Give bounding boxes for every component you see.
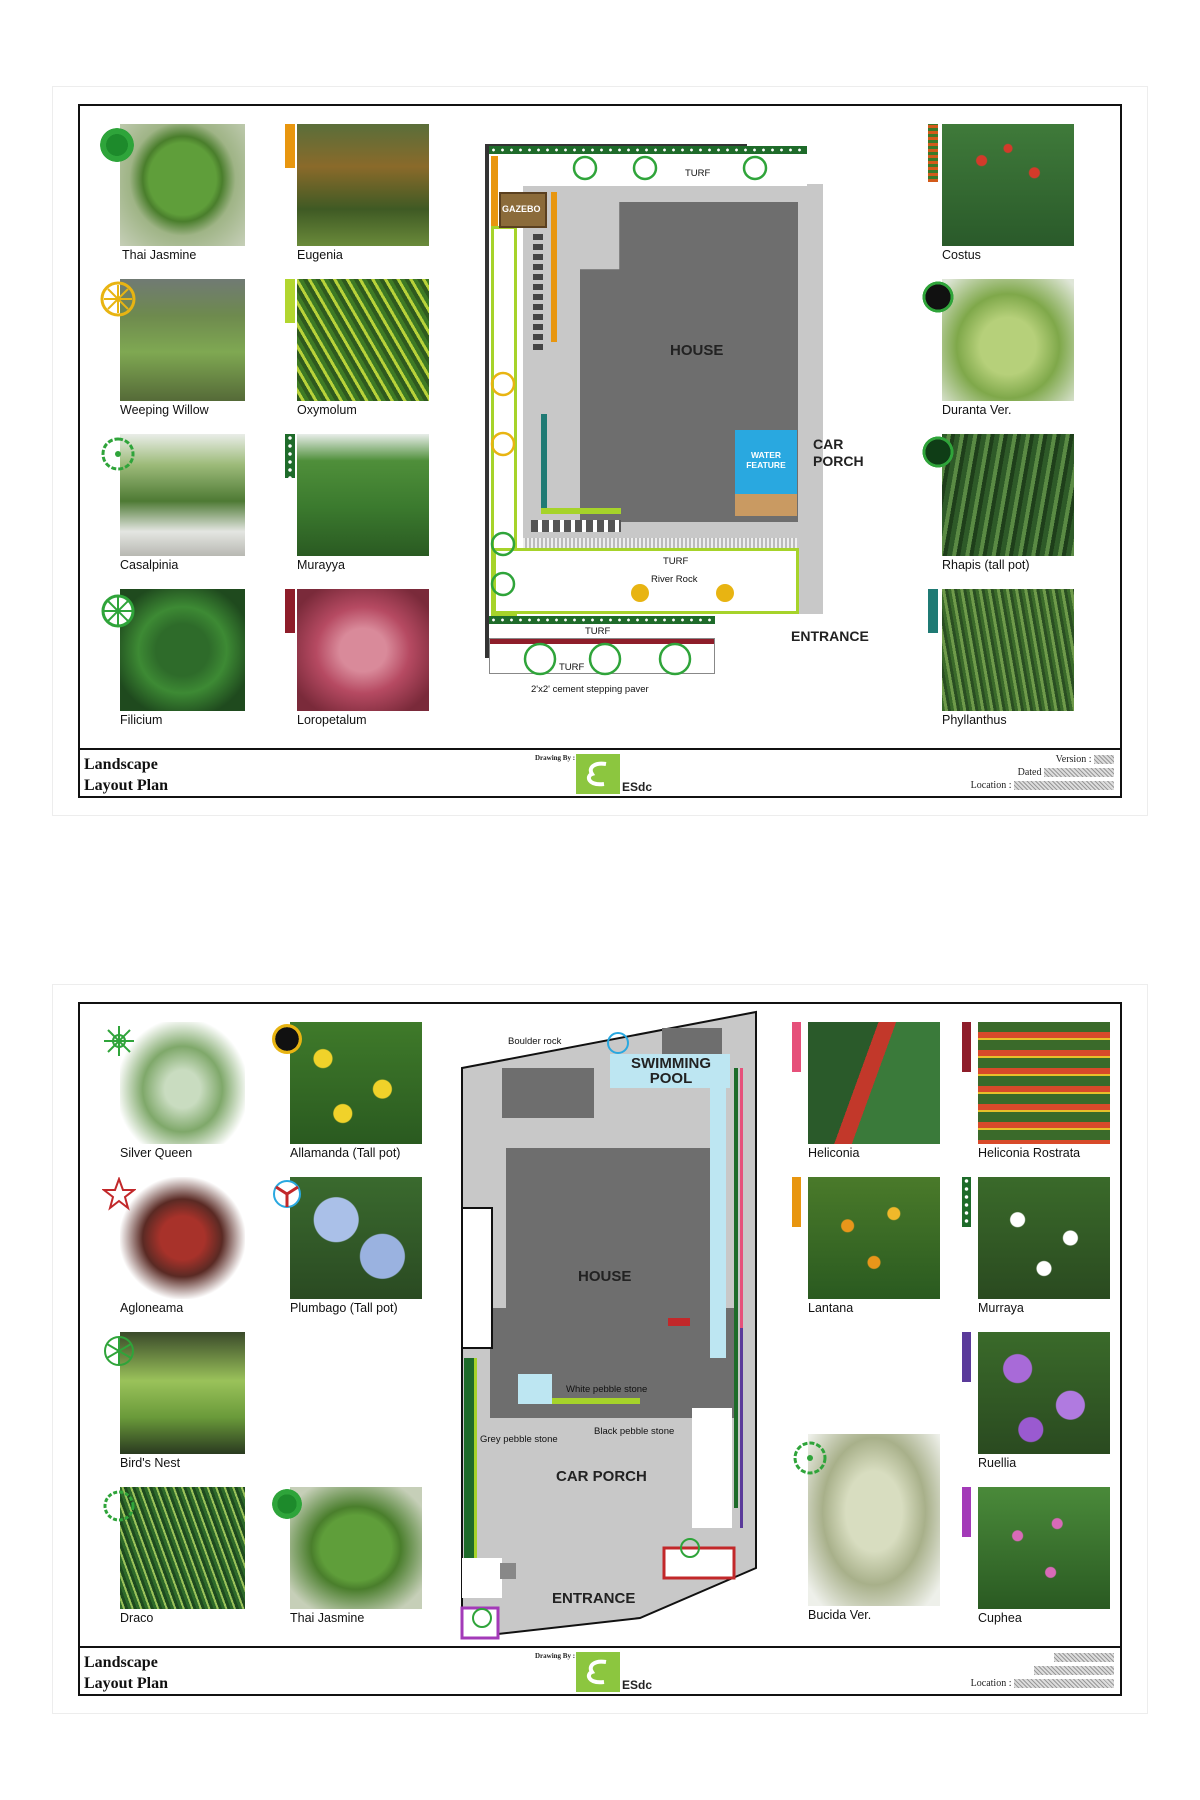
plant-allamanda — [290, 1022, 422, 1162]
tree-symbols — [485, 144, 905, 704]
site-plan — [485, 144, 905, 695]
costus-bar-icon — [928, 124, 938, 182]
maroon-bar-icon — [285, 589, 295, 633]
pink-bar-icon — [792, 1022, 801, 1072]
asterisk-icon — [102, 1334, 136, 1368]
esdc-logo — [576, 754, 620, 794]
title-line-2: Layout Plan — [84, 777, 169, 794]
tree-outline-icon — [100, 436, 136, 472]
plant-phyllanthus — [942, 589, 1074, 729]
title-block-title — [84, 754, 168, 796]
drawing-by-label: Drawing By : — [535, 1652, 576, 1660]
boulder-rock-label: Boulder rock — [508, 1036, 562, 1047]
river-rock-label: River Rock — [651, 574, 698, 585]
plant-cuphea — [978, 1487, 1110, 1627]
plant-photo — [942, 124, 1074, 246]
plant-photo — [978, 1022, 1110, 1144]
plant-label: Allamanda (Tall pot) — [290, 1146, 401, 1160]
title-line-1: Landscape — [84, 1654, 158, 1671]
plant-label: Phyllanthus — [942, 713, 1007, 727]
plant-label: Bird's Nest — [120, 1456, 181, 1470]
plant-weeping-willow — [120, 279, 245, 419]
black-pebble-label: Black pebble stone — [594, 1426, 675, 1437]
burst-icon — [102, 1489, 136, 1523]
title-block-title — [84, 1652, 168, 1694]
plant-label: Agloneama — [120, 1301, 184, 1315]
yellow-black-icon — [272, 1024, 302, 1054]
plant-photo — [120, 279, 245, 401]
plant-label: Weeping Willow — [120, 403, 209, 417]
plant-heliconia-rostrata — [978, 1022, 1110, 1162]
plant-duranta — [942, 279, 1074, 419]
turf-bottom1-label: TURF — [585, 626, 611, 637]
title-block-2 — [80, 1646, 1120, 1694]
plant-casalpinia — [120, 434, 245, 574]
drawing-by-label: Drawing By : — [535, 754, 576, 762]
location-label: Location : — [970, 1678, 1012, 1689]
white-pebble-label: White pebble stone — [566, 1384, 648, 1395]
plant-label: Plumbago (Tall pot) — [290, 1301, 398, 1315]
plant-label: Thai Jasmine — [122, 248, 197, 262]
plant-photo — [297, 279, 429, 401]
plant-label: Duranta Ver. — [942, 403, 1012, 417]
swimming-pool-label: SWIMMING POOL — [631, 1055, 711, 1087]
dotted-green-bar-icon — [962, 1177, 971, 1227]
dotted-green-bar-icon — [285, 434, 295, 478]
plant-photo — [290, 1177, 422, 1299]
plant-label: Eugenia — [297, 248, 343, 262]
grey-pebble-label-2: Grey pebble stone — [480, 1434, 558, 1445]
plant-photo — [120, 1487, 245, 1609]
plant-lantana — [808, 1177, 940, 1317]
plant-label: Murayya — [297, 558, 345, 572]
plant-label: Casalpinia — [120, 558, 179, 572]
plant-photo — [120, 589, 245, 711]
plant-photo — [978, 1177, 1110, 1299]
brand-label: ESdc — [622, 1678, 653, 1692]
plant-agloneama — [120, 1177, 245, 1317]
star-outline-icon — [102, 1024, 136, 1058]
plant-rhapis — [942, 434, 1074, 574]
plant-silver-queen — [120, 1022, 245, 1162]
plant-draco — [120, 1487, 245, 1627]
plant-photo — [978, 1332, 1110, 1454]
turf-top-label: TURF — [685, 168, 711, 179]
car-porch-label-2: CAR PORCH — [556, 1468, 647, 1485]
plant-photo — [120, 434, 245, 556]
plant-thai-jasmine-2 — [290, 1487, 422, 1627]
plant-photo — [942, 589, 1074, 711]
plant-murraya — [978, 1177, 1110, 1317]
plant-birds-nest — [120, 1332, 245, 1472]
teal-bar-icon — [928, 589, 938, 633]
dated-row-blur — [1034, 1665, 1114, 1676]
plant-costus — [942, 124, 1074, 264]
orange-bar-icon — [285, 124, 295, 168]
plant-photo — [297, 589, 429, 711]
lime-bar-icon — [285, 279, 295, 323]
plant-photo — [978, 1487, 1110, 1609]
plant-label: Lantana — [808, 1301, 854, 1315]
red-star-icon — [102, 1177, 136, 1211]
plant-label: Draco — [120, 1611, 154, 1625]
title-line-2: Layout Plan — [84, 1675, 169, 1692]
title-line-1: Landscape — [84, 756, 158, 773]
entrance-label: ENTRANCE — [791, 628, 869, 644]
gazebo-label: GAZEBO — [502, 204, 541, 214]
plant-label: Murraya — [978, 1301, 1024, 1315]
willow-icon — [100, 281, 136, 317]
entrance-label-2: ENTRANCE — [552, 1590, 636, 1607]
plant-thai-jasmine — [120, 124, 245, 264]
paver-label: 2'x2' cement stepping paver — [531, 684, 649, 695]
plant-heliconia — [808, 1022, 940, 1162]
round-shrub-icon — [100, 128, 134, 162]
plant-label: Heliconia Rostrata — [978, 1146, 1081, 1160]
plant-eugenia — [297, 124, 429, 264]
house-label-2: HOUSE — [578, 1268, 632, 1285]
plant-photo — [290, 1022, 422, 1144]
plant-label: Ruellia — [978, 1456, 1017, 1470]
round-shrub-icon — [272, 1489, 302, 1519]
plant-label: Loropetalum — [297, 713, 367, 727]
plant-label: Thai Jasmine — [290, 1611, 365, 1625]
plant-label: Costus — [942, 248, 981, 262]
plant-filicium — [120, 589, 245, 729]
plant-loropetalum — [297, 589, 429, 729]
plant-murayya — [297, 434, 429, 574]
title-block — [80, 748, 1120, 796]
plant-oxymolum — [297, 279, 429, 419]
plant-photo — [120, 1022, 245, 1144]
plant-photo — [120, 124, 245, 246]
house-label: HOUSE — [670, 342, 724, 359]
plant-label: Filicium — [120, 713, 163, 727]
version-label: Version : — [1055, 754, 1092, 765]
plant-photo — [942, 279, 1074, 401]
plant-photo — [808, 1177, 940, 1299]
wheel-icon — [100, 593, 136, 629]
plant-label: Silver Queen — [120, 1146, 193, 1160]
tree-outline-icon — [792, 1440, 828, 1476]
location-label: Location : — [970, 780, 1012, 791]
orange-bar-icon — [792, 1177, 801, 1227]
plant-photo — [297, 124, 429, 246]
maroon-bar-icon — [962, 1022, 971, 1072]
dated-label: Dated — [1017, 767, 1042, 778]
sheet-2-frame — [78, 1002, 1122, 1696]
location-row — [971, 780, 1114, 791]
site-plan-2 — [460, 1008, 760, 1648]
plant-photo — [120, 1332, 245, 1454]
plant-label: Bucida Ver. — [808, 1608, 872, 1622]
plant-label: Cuphea — [978, 1611, 1022, 1625]
version-row — [1056, 754, 1114, 765]
plant-photo — [297, 434, 429, 556]
dated-row — [1018, 767, 1114, 778]
plant-label: Rhapis (tall pot) — [942, 558, 1030, 572]
plant-ruellia — [978, 1332, 1110, 1472]
sheet-1-frame — [78, 104, 1122, 798]
plant-photo — [290, 1487, 422, 1609]
plant-photo — [942, 434, 1074, 556]
car-porch-label: CAR PORCH — [813, 436, 864, 469]
water-feature-label: WATER FEATURE — [746, 450, 786, 470]
turf-mid-label: TURF — [663, 556, 689, 567]
brand-label: ESdc — [622, 780, 653, 794]
purple-bar-icon — [962, 1332, 971, 1382]
plant-plumbago — [290, 1177, 422, 1317]
violet-bar-icon — [962, 1487, 971, 1537]
turf-bottom2-label: TURF — [559, 662, 585, 673]
plant-label: Heliconia — [808, 1146, 860, 1160]
esdc-logo — [576, 1652, 620, 1692]
plant-label: Oxymolum — [297, 403, 357, 417]
location-row — [971, 1678, 1114, 1689]
plant-photo — [808, 1022, 940, 1144]
dark-shrub-icon — [922, 436, 954, 468]
tri-leaf-icon — [272, 1179, 302, 1209]
black-shrub-icon — [922, 281, 954, 313]
plant-photo — [120, 1177, 245, 1299]
site-outline — [460, 1008, 760, 1648]
version-row-blur — [1054, 1652, 1114, 1663]
